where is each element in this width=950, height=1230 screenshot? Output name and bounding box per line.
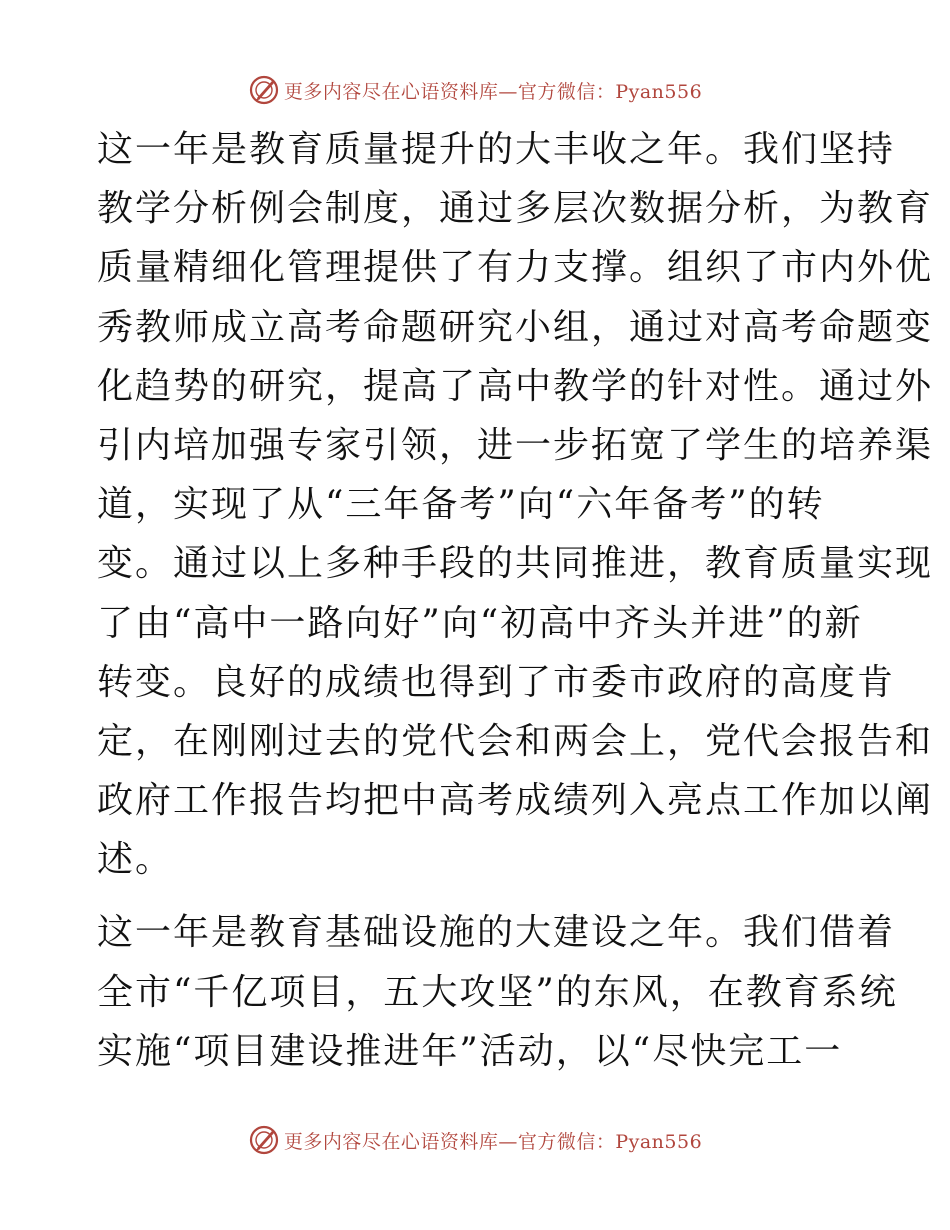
header-watermark-banner bbox=[0, 72, 950, 108]
footer-watermark-banner bbox=[0, 1122, 950, 1158]
text-line: 转变。良好的成绩也得到了市委市政府的高度肯 bbox=[97, 661, 896, 703]
text-line: 变。通过以上多种手段的共同推进，教育质量实现 bbox=[97, 543, 934, 585]
quill-seal-icon bbox=[248, 74, 280, 106]
text-line: 这一年是教育基础设施的大建设之年。我们借着 bbox=[97, 912, 896, 954]
footer-watermark-text: 更多内容尽在心语资料库—官方微信：Pyan556 bbox=[283, 1130, 703, 1153]
paragraph-2 bbox=[97, 903, 898, 1081]
text-line: 这一年是教育质量提升的大丰收之年。我们坚持 bbox=[97, 129, 896, 170]
text-line: 引内培加强专家引领，进一步拓宽了学生的培养渠 bbox=[97, 424, 934, 466]
paragraph-1 bbox=[97, 120, 934, 889]
text-line: 质量精细化管理提供了有力支撑。组织了市内外优 bbox=[97, 247, 934, 289]
text-line: 定，在刚刚过去的党代会和两会上，党代会报告和 bbox=[97, 720, 934, 762]
text-line: 了由“高中一路向好”向“初高中齐头并进”的新 bbox=[97, 602, 863, 644]
text-line: 化趋势的研究，提高了高中教学的针对性。通过外 bbox=[97, 365, 934, 407]
document-body bbox=[97, 120, 934, 1081]
text-line: 实施“项目建设推进年”活动，以“尽快完工一 bbox=[97, 1030, 843, 1072]
text-line: 全市“千亿项目，五大攻坚”的东风，在教育系统 bbox=[97, 971, 898, 1013]
text-line: 政府工作报告均把中高考成绩列入亮点工作加以阐 bbox=[97, 780, 934, 822]
text-line: 教学分析例会制度，通过多层次数据分析，为教育 bbox=[97, 188, 934, 230]
header-watermark-text: 更多内容尽在心语资料库—官方微信：Pyan556 bbox=[283, 80, 703, 103]
text-line: 道，实现了从“三年备考”向“六年备考”的转 bbox=[97, 484, 825, 526]
quill-seal-icon bbox=[248, 1124, 280, 1156]
text-line: 述。 bbox=[97, 839, 174, 881]
text-line: 秀教师成立高考命题研究小组，通过对高考命题变 bbox=[97, 306, 934, 348]
